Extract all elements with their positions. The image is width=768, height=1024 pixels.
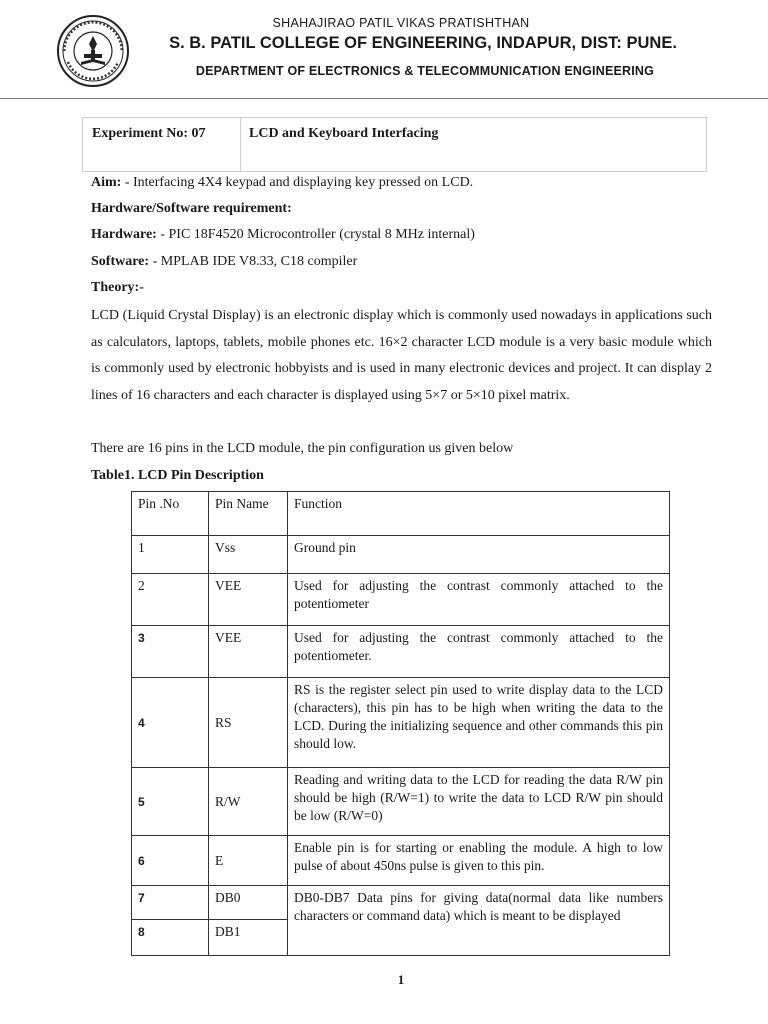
- header-pin-name: Pin Name: [209, 492, 288, 536]
- hardware-label: Hardware:: [91, 227, 157, 242]
- header-pin-no: Pin .No: [132, 492, 209, 536]
- experiment-box: [82, 117, 707, 172]
- experiment-box-divider: [240, 118, 241, 171]
- pin-name-cell: VEE: [209, 574, 288, 626]
- aim-label: Aim:: [91, 175, 122, 190]
- pin-no-cell: 3: [132, 626, 209, 678]
- function-cell: RS is the register select pin used to write display data to the LCD (characters), this pin has to be high when writing the data to the LCD. During the initializing sequence and other commands this pin should low.: [288, 678, 670, 768]
- pin-no-cell: 8: [132, 920, 209, 956]
- table-caption: Table1. LCD Pin Description: [91, 468, 264, 483]
- software-line: [91, 254, 357, 270]
- software-label: Software:: [91, 254, 150, 269]
- table-row: [132, 768, 670, 836]
- function-cell: Enable pin is for starting or enabling the module. A high to low pulse of about 450ns pulse is given to this pin.: [288, 836, 670, 886]
- function-cell: Reading and writing data to the LCD for reading the data R/W pin should be high (R/W=1) to write the data to LCD R/W pin should be low (R/W=0): [288, 768, 670, 836]
- hardware-line: [91, 227, 475, 243]
- pin-name-cell: RS: [209, 678, 288, 768]
- table-row: [132, 886, 670, 920]
- table-row: [132, 678, 670, 768]
- pin-no-cell: 6: [132, 836, 209, 886]
- table-row: [132, 574, 670, 626]
- aim-line: [91, 175, 473, 191]
- pin-name-cell: VEE: [209, 626, 288, 678]
- table-row: [132, 626, 670, 678]
- theory-paragraph: LCD (Liquid Crystal Display) is an electronic display which is commonly used nowadays in applications such as calculators, laptops, tablets, mobile phones etc. 16×2 character LCD module is a very basic module which is commonly used by electronic hobbyists and is used in many electronic devices and project. It can display 2 lines of 16 characters and each character is displayed using 5×7 or 5×10 pixel matrix.: [91, 308, 712, 403]
- pin-name-cell: DB0: [209, 886, 288, 920]
- function-cell: DB0-DB7 Data pins for giving data(normal data like numbers characters or command data) which is meant to be displayed: [288, 886, 670, 956]
- table-row: [132, 536, 670, 574]
- pin-no-cell: 1: [132, 536, 209, 574]
- software-text: - MPLAB IDE V8.33, C18 compiler: [149, 254, 358, 269]
- table-header-row: [132, 492, 670, 536]
- trust-name: SHAHAJIRAO PATIL VIKAS PRATISHTHAN: [272, 16, 530, 30]
- pin-name-cell: R/W: [209, 768, 288, 836]
- pin-name-cell: Vss: [209, 536, 288, 574]
- header-divider: [0, 98, 768, 99]
- function-cell: Used for adjusting the contrast commonly attached to the potentiometer.: [288, 626, 670, 678]
- function-cell: Ground pin: [288, 536, 670, 574]
- pins-intro: There are 16 pins in the LCD module, the pin configuration us given below: [91, 441, 514, 456]
- department-name: DEPARTMENT OF ELECTRONICS & TELECOMMUNICATION ENGINEERING: [195, 64, 655, 78]
- header-function: Function: [288, 492, 670, 536]
- pin-no-cell: 5: [132, 768, 209, 836]
- pin-no-cell: 7: [132, 886, 209, 920]
- experiment-title: LCD and Keyboard Interfacing: [249, 126, 439, 141]
- lcd-pin-table: [131, 491, 670, 956]
- pin-no-cell: 4: [132, 678, 209, 768]
- hardware-text: - PIC 18F4520 Microcontroller (crystal 8 MHz internal): [156, 227, 475, 242]
- aim-text: - Interfacing 4X4 keypad and displaying key pressed on LCD.: [121, 175, 474, 190]
- theory-heading: Theory:-: [91, 280, 144, 295]
- college-name: S. B. PATIL COLLEGE OF ENGINEERING, INDAPUR, DIST: PUNE.: [169, 34, 677, 52]
- experiment-number: Experiment No: 07: [92, 126, 206, 141]
- pin-no-cell: 2: [132, 574, 209, 626]
- page-header: [0, 0, 768, 100]
- pin-name-cell: E: [209, 836, 288, 886]
- page-number: 1: [397, 972, 405, 987]
- table-row: [132, 836, 670, 886]
- function-cell: Used for adjusting the contrast commonly attached to the potentiometer: [288, 574, 670, 626]
- pin-name-cell: DB1: [209, 920, 288, 956]
- requirements-heading: Hardware/Software requirement:: [91, 201, 292, 216]
